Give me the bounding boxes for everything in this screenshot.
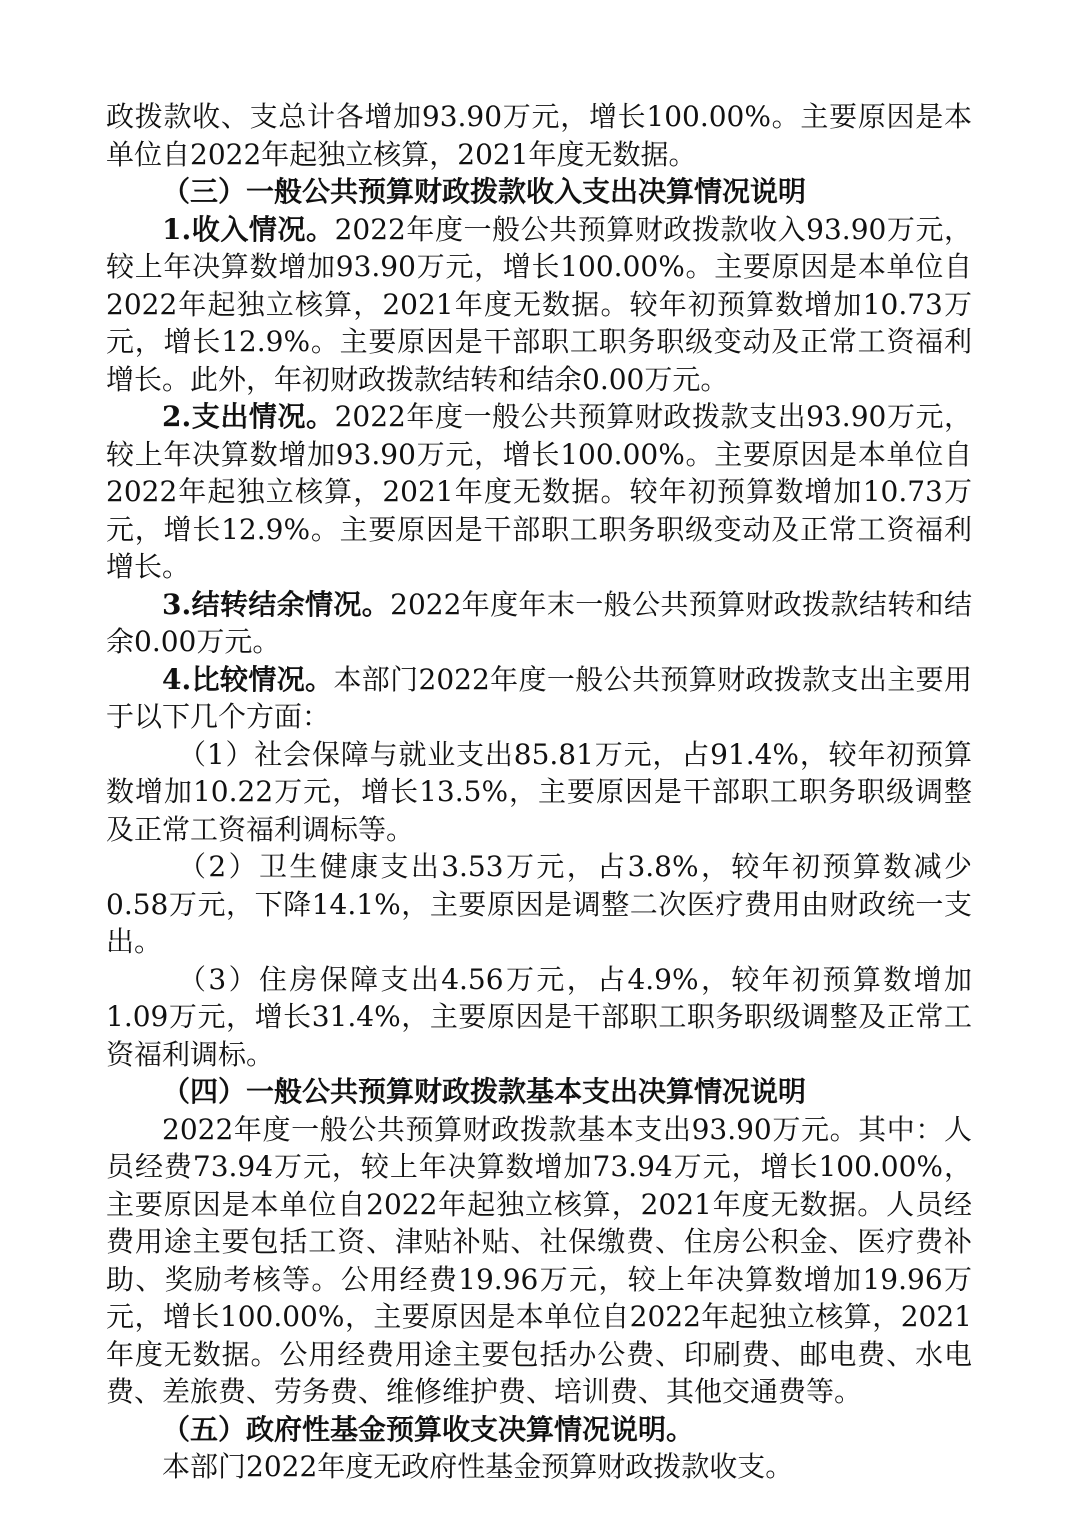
comparison-item-1: （1）社会保障与就业支出85.81万元，占91.4%，较年初预算数增加10.22万元，增长13.5%，主要原因是干部职工职务职级调整及正常工资福利调标等。 [106, 737, 972, 846]
government-fund-paragraph: 本部门2022年度无政府性基金预算财政拨款收支。 [162, 1450, 794, 1483]
comparison-item-2: （2）卫生健康支出3.53万元，占3.8%，较年初预算数减少0.58万元，下降14.1%，主要原因是调整二次医疗费用由财政统一支出。 [106, 850, 972, 958]
comparison-text: 本部门2022年度一般公共预算财政拨款支出主要用于以下几个方面： [106, 662, 973, 733]
carryover-paragraph [106, 586, 972, 661]
comparison-paragraph [106, 661, 972, 736]
expenditure-lead: 2.支出情况。 [162, 400, 335, 433]
comparison-item-3: （3）住房保障支出4.56万元，占4.9%，较年初预算数增加1.09万元，增长31.4%，主要原因是干部职工职务职级调整及正常工资福利调标。 [106, 962, 972, 1071]
expenditure-paragraph [106, 398, 972, 586]
expenditure-text: 2022年度一般公共预算财政拨款支出93.90万元，较上年决算数增加93.90万元，增长100.00%。主要原因是本单位自2022年起独立核算，2021年度无数据。较年初预算数增加10.73万元，增长12.9%。主要原因是干部职工职务职级变动及正常工资福利增长。 [106, 400, 973, 583]
document-body [106, 98, 972, 1486]
income-lead: 1.收入情况。 [162, 212, 335, 246]
section-heading-5: （五）政府性基金预算收支决算情况说明。 [162, 1412, 695, 1446]
continuation-paragraph: 政拨款收、支总计各增加93.90万元，增长100.00%。主要原因是本单位自2022年起独立核算，2021年度无数据。 [106, 100, 972, 171]
section-heading-4: （四）一般公共预算财政拨款基本支出决算情况说明 [162, 1075, 807, 1108]
section-heading-3: （三）一般公共预算财政拨款收入支出决算情况说明 [162, 175, 807, 208]
income-paragraph [106, 211, 972, 399]
carryover-lead: 3.结转结余情况。 [162, 587, 391, 621]
income-text: 2022年度一般公共预算财政拨款收入93.90万元，较上年决算数增加93.90万元，增长100.00%。主要原因是本单位自2022年起独立核算，2021年度无数据。较年初预算数增加10.73万元，增长12.9%。主要原因是干部职工职务职级变动及正常工资福利增长。此外，年初财政拨款结转和结余0.00万元。 [106, 212, 973, 396]
comparison-lead: 4.比较情况。 [162, 662, 334, 696]
basic-expenditure-paragraph: 2022年度一般公共预算财政拨款基本支出93.90万元。其中：人员经费73.94万元，较上年决算数增加73.94万元，增长100.00%，主要原因是本单位自2022年起独立核算，2021年度无数据。人员经费用途主要包括工资、津贴补贴、社保缴费、住房公积金、医疗费补助、奖励考核等。公用经费19.96万元，较上年决算数增加19.96万元，增长100.00%，主要原因是本单位自2022年起独立核算，2021年度无数据。公用经费用途主要包括办公费、印刷费、邮电费、水电费、差旅费、劳务费、维修维护费、培训费、其他交通费等。 [106, 1112, 972, 1408]
carryover-text: 2022年度年末一般公共预算财政拨款结转和结余0.00万元。 [106, 587, 972, 658]
